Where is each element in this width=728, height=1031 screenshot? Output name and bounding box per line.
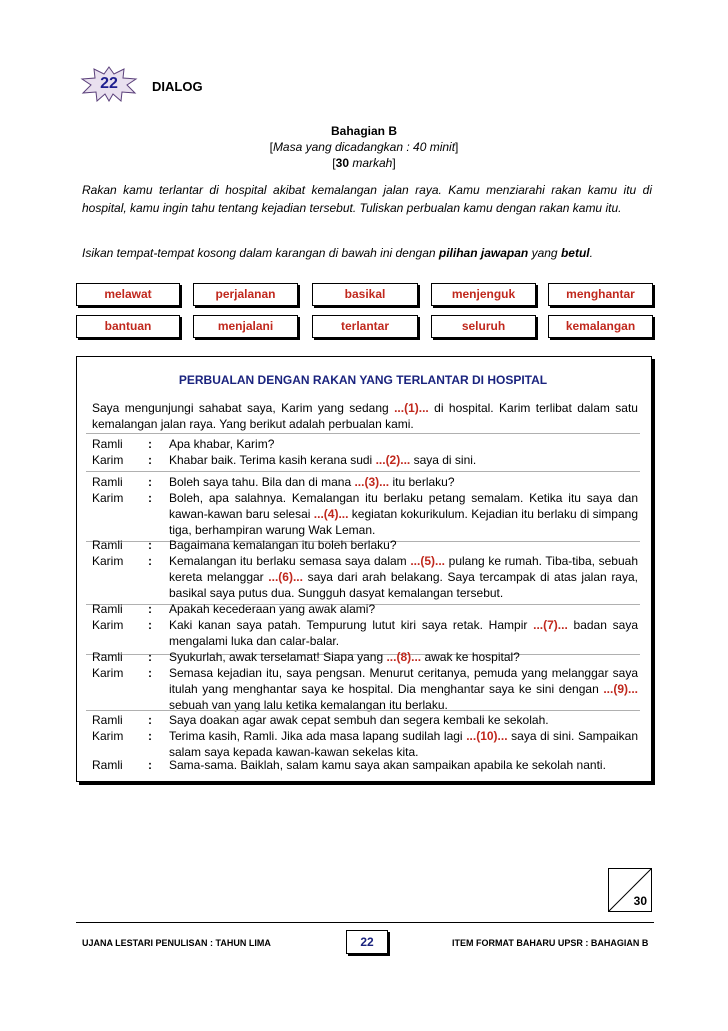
speaker-label: Ramli bbox=[92, 758, 123, 772]
colon: : bbox=[148, 491, 152, 505]
footer-divider bbox=[76, 922, 654, 923]
speaker-label: Ramli bbox=[92, 602, 123, 616]
speaker-label: Karim bbox=[92, 491, 124, 505]
word-option: perjalanan bbox=[193, 283, 298, 306]
word-option: menjenguk bbox=[431, 283, 536, 306]
item-number-badge bbox=[80, 66, 150, 102]
colon: : bbox=[148, 729, 152, 743]
colon: : bbox=[148, 666, 152, 680]
marks-allotted: [30 markah] bbox=[332, 156, 396, 170]
colon: : bbox=[148, 758, 152, 772]
word-option: terlantar bbox=[312, 315, 418, 338]
colon: : bbox=[148, 602, 152, 616]
dialog-line: Bagaimana kemalangan itu boleh berlaku? bbox=[169, 538, 397, 552]
score-value: 30 bbox=[633, 894, 647, 908]
dialog-title: PERBUALAN DENGAN RAKAN YANG TERLANTAR DI HOSPITAL bbox=[178, 373, 548, 387]
scenario-instruction: Rakan kamu terlantar di hospital akibat kemalangan jalan raya. Kamu menziarahi rakan kamu itu di hospital, kamu ingin tahu tentang kejadian tersebut. Tuliskan perbualan kamu dengan rakan kamu itu. bbox=[82, 183, 652, 215]
fill-instruction: Isikan tempat-tempat kosong dalam karangan di bawah ini dengan pilihan jawapan yang betul. bbox=[82, 246, 593, 260]
speaker-label: Karim bbox=[92, 618, 124, 632]
dialog-intro: Saya mengunjungi sahabat saya, Karim yang sedang ...(1)... di hospital. Karim terlibat dalam satu kemalangan jalan raya. Yang berikut adalah perbualan kami. bbox=[92, 401, 638, 431]
colon: : bbox=[148, 713, 152, 727]
divider bbox=[86, 710, 640, 711]
item-number: 22 bbox=[100, 75, 118, 92]
score-box bbox=[608, 868, 652, 912]
dialog-line: Semasa kejadian itu, saya pengsan. Menurut ceritanya, pemuda yang melanggar saya itulah yang menghantar saya ke hospital. Dia menghantar saya ke sini dengan ...(9)... sebuah van yang lalu ketika kemalangan itu berlaku. bbox=[169, 666, 638, 712]
footer-section-title: ITEM FORMAT BAHARU UPSR : BAHAGIAN B bbox=[452, 938, 649, 948]
word-option: menjalani bbox=[193, 315, 298, 338]
colon: : bbox=[148, 650, 152, 664]
time-allotted: [Masa yang dicadangkan : 40 minit] bbox=[269, 140, 459, 154]
speaker-label: Ramli bbox=[92, 475, 123, 489]
dialog-line: Apa khabar, Karim? bbox=[169, 437, 275, 451]
colon: : bbox=[148, 437, 152, 451]
speaker-label: Ramli bbox=[92, 538, 123, 552]
footer-book-title: UJANA LESTARI PENULISAN : TAHUN LIMA bbox=[82, 938, 271, 948]
dialog-line: Khabar baik. Terima kasih kerana sudi ...(2)... saya di sini. bbox=[169, 453, 477, 467]
speaker-label: Ramli bbox=[92, 713, 123, 727]
section-title: Bahagian B bbox=[330, 124, 397, 138]
divider bbox=[86, 471, 640, 472]
dialog-line: Sama-sama. Baiklah, salam kamu saya akan sampaikan apabila ke sekolah nanti. bbox=[169, 758, 606, 772]
speaker-label: Ramli bbox=[92, 650, 123, 664]
word-option: bantuan bbox=[76, 315, 180, 338]
dialog-line: Boleh, apa salahnya. Kemalangan itu berlaku petang semalam. Ketika itu saya dan kawan-kawan baru selesai ...(4)... kegiatan kokurikulum. Kejadian itu berlaku di simpang tiga, berhampiran warung Wak Leman. bbox=[169, 491, 639, 537]
page-number: 22 bbox=[346, 930, 388, 954]
dialog-line: Apakah kecederaan yang awak alami? bbox=[169, 602, 376, 616]
speaker-label: Karim bbox=[92, 729, 124, 743]
speaker-label: Karim bbox=[92, 554, 124, 568]
colon: : bbox=[148, 453, 152, 467]
speaker-label: Ramli bbox=[92, 437, 123, 451]
word-option: kemalangan bbox=[548, 315, 653, 338]
dialog-line: Kaki kanan saya patah. Tempurung lutut kiri saya retak. Hampir ...(7)... badan saya mengalami luka dan calar-balar. bbox=[169, 618, 638, 648]
colon: : bbox=[148, 618, 152, 632]
dialog-line: Kemalangan itu berlaku semasa saya dalam ...(5)... pulang ke rumah. Tiba-tiba, sebuah kereta melanggar ...(6)... saya dari arah belakang. Saya tercampak di atas jalan raya, basikal saya putus dua. Sungguh dasyat kemalangan tersebut. bbox=[169, 554, 638, 600]
speaker-label: Karim bbox=[92, 666, 124, 680]
dialog-line: Boleh saya tahu. Bila dan di mana ...(3)... itu berlaku? bbox=[169, 475, 455, 489]
word-option: basikal bbox=[312, 283, 418, 306]
dialog-line: Syukurlah, awak terselamat! Siapa yang ...(8)... awak ke hospital? bbox=[169, 650, 520, 664]
colon: : bbox=[148, 475, 152, 489]
speaker-label: Karim bbox=[92, 453, 124, 467]
colon: : bbox=[148, 554, 152, 568]
word-option: seluruh bbox=[431, 315, 536, 338]
colon: : bbox=[148, 538, 152, 552]
dialog-line: Terima kasih, Ramli. Jika ada masa lapang sudilah lagi ...(10)... saya di sini. Sampaikan salam saya kepada kawan-kawan sekelas kita. bbox=[169, 729, 639, 759]
divider bbox=[86, 433, 640, 434]
word-option: melawat bbox=[76, 283, 180, 306]
word-option: menghantar bbox=[548, 283, 653, 306]
dialog-line: Saya doakan agar awak cepat sembuh dan segera kembali ke sekolah. bbox=[169, 713, 549, 727]
section-type-label: DIALOG bbox=[152, 79, 203, 94]
